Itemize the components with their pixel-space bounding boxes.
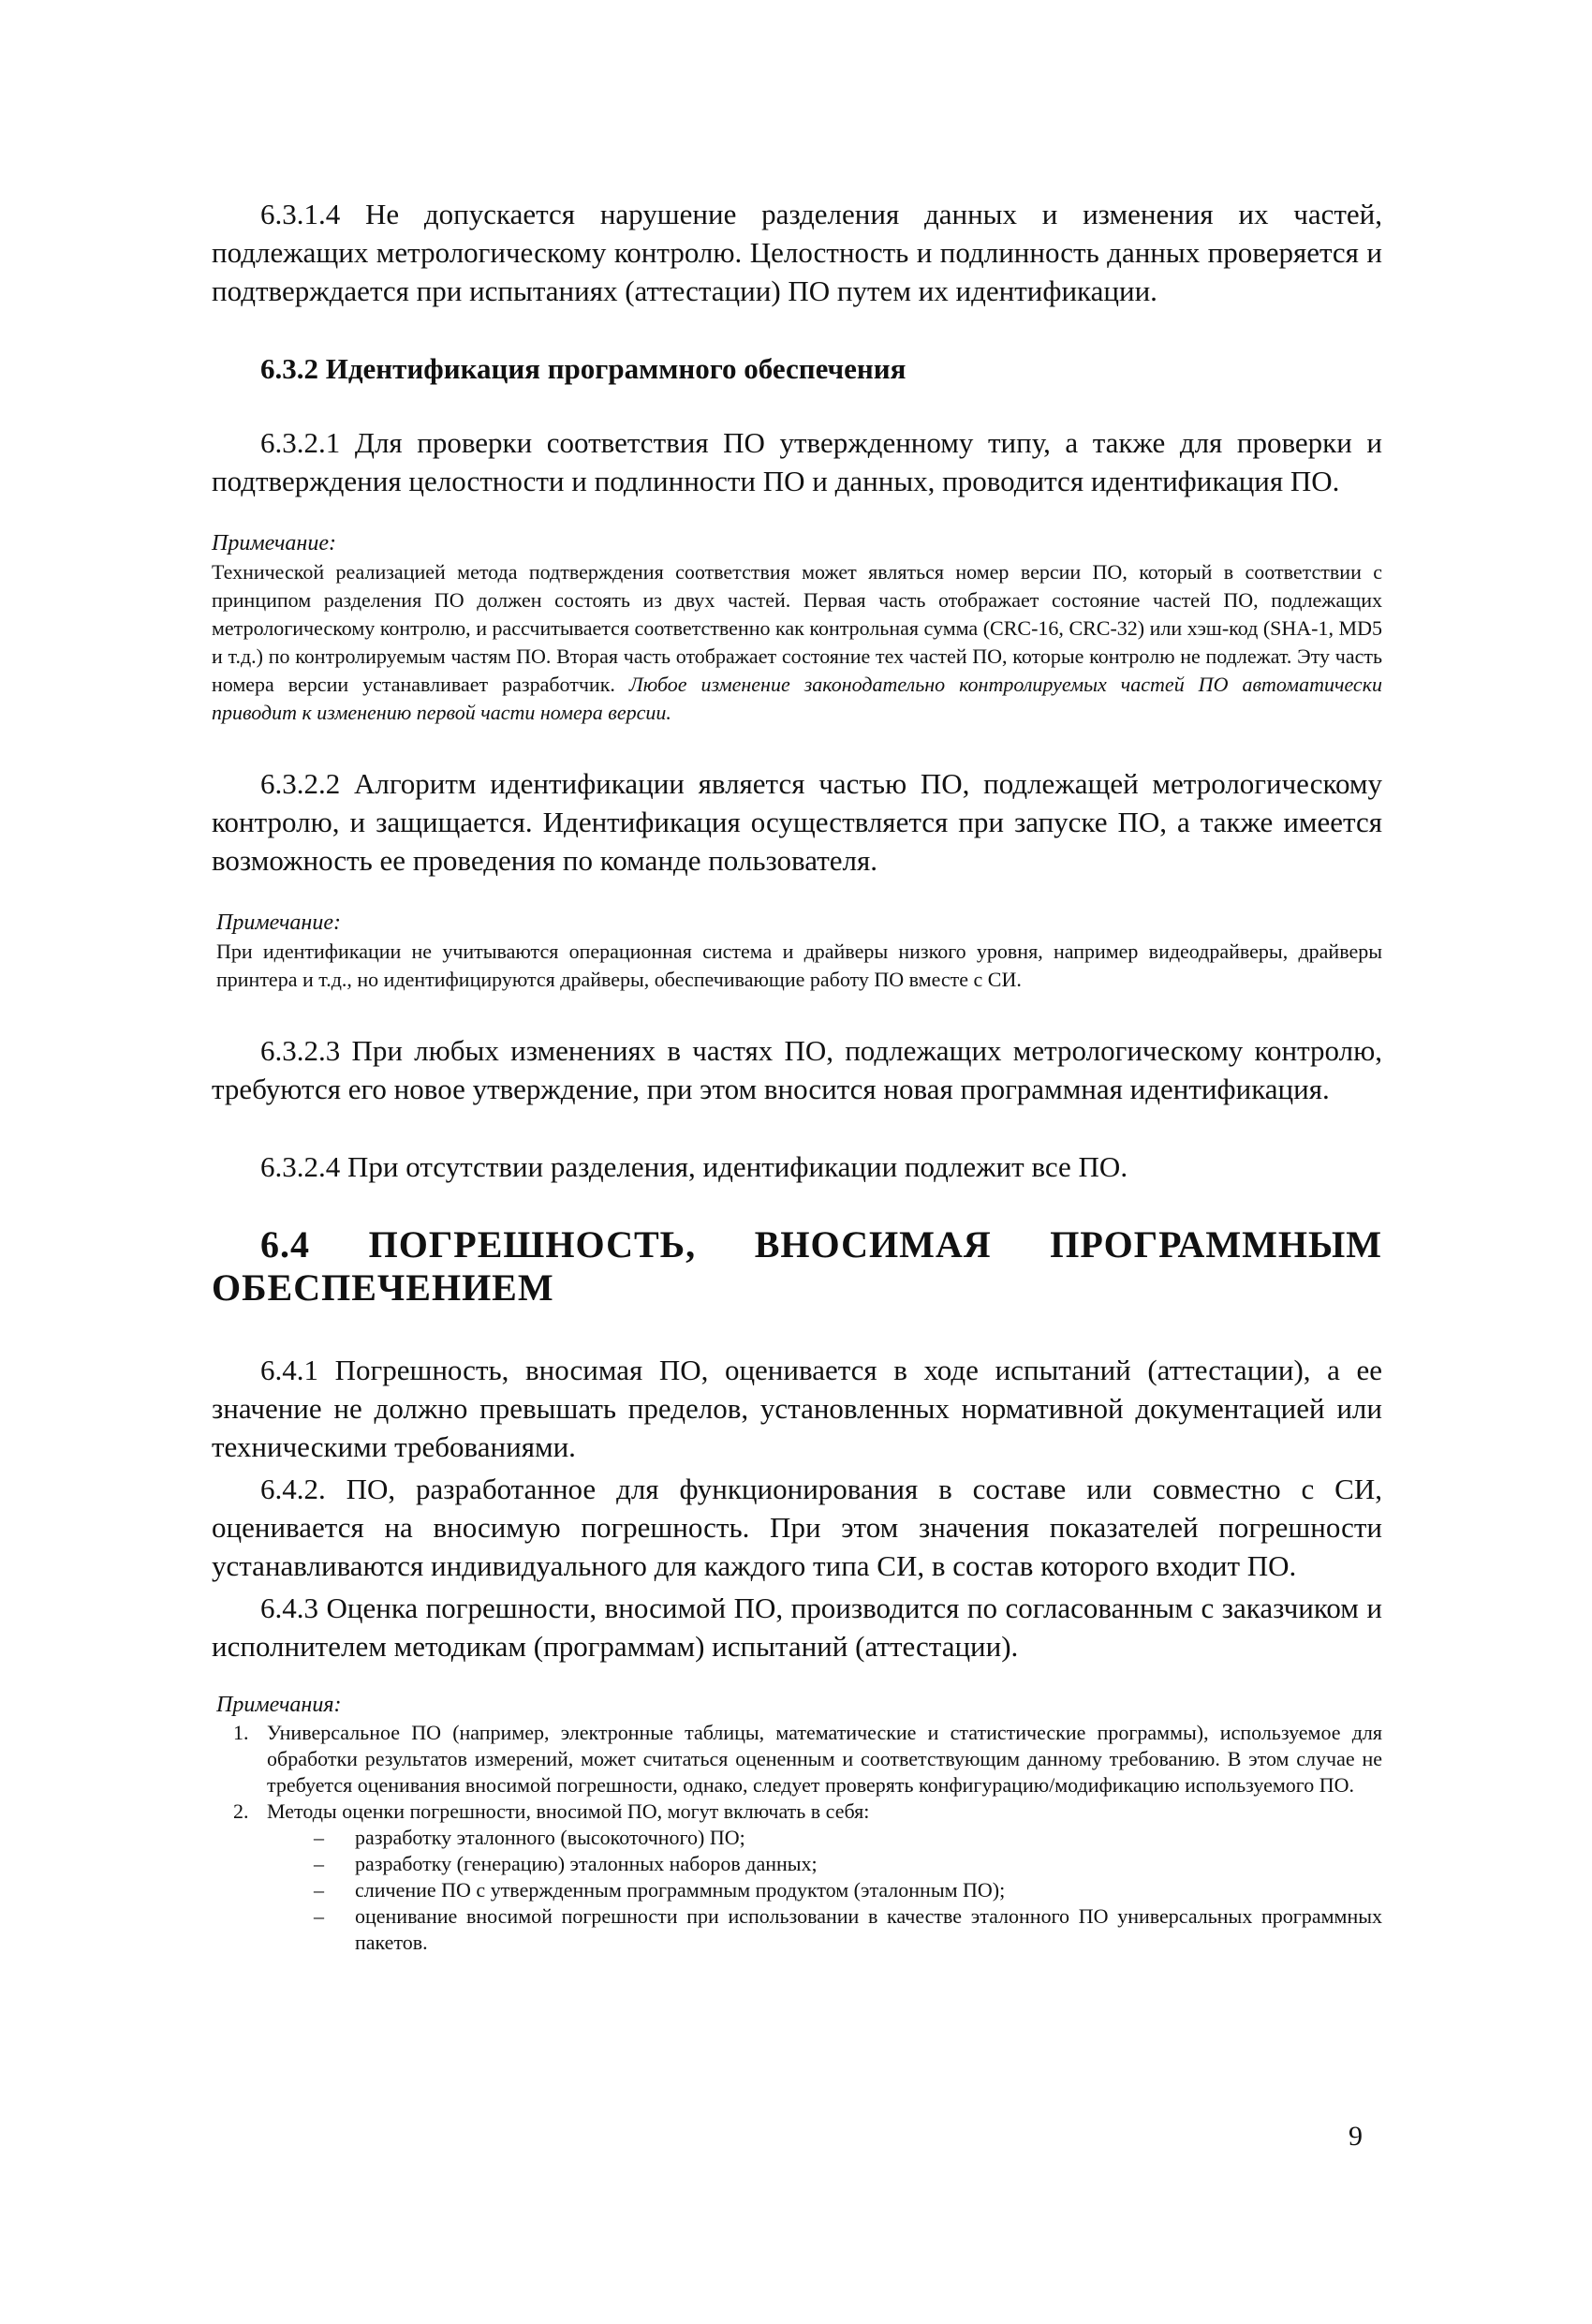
method-item: – оценивание вносимой погрешности при использовании в качестве эталонного ПО универсальных программных пакетов. (314, 1903, 1382, 1956)
method-item: – разработку эталонного (высокоточного) ПО; (314, 1825, 1382, 1851)
note-2-text: При идентификации не учитываются операционная система и драйверы низкого уровня, например видеодрайверы, драйверы принтера и т.д., но идентифицируются драйверы, обеспечивающие работу ПО вместе с СИ. (216, 940, 1382, 991)
notes-3 (212, 1690, 1382, 1956)
note-1 (208, 528, 1382, 727)
note-2 (212, 908, 1382, 994)
paragraph-6-3-2-4: 6.3.2.4 При отсутствии разделения, идентификации подлежит все ПО. (260, 1150, 1128, 1183)
heading-6-3-2: 6.3.2 Идентификация программного обеспечения (260, 352, 907, 385)
page-number: 9 (1349, 2121, 1363, 2152)
paragraph-6-3-2-1: 6.3.2.1 Для проверки соответствия ПО утвержденному типу, а также для проверки и подтверждения целостности и подлинности ПО и данных, проводится идентификация ПО. (212, 426, 1382, 497)
method-item: – разработку (генерацию) эталонных наборов данных; (314, 1851, 1382, 1877)
notes-3-label: Примечания: (216, 1693, 342, 1717)
paragraph-6-3-1-4: 6.3.1.4 Не допускается нарушение разделения данных и изменения их частей, подлежащих метрологическому контролю. Целостность и подлинность данных проверяется и подтверждается при испытаниях (аттестации) ПО путем их идентификации. (212, 198, 1382, 307)
paragraph-6-4-1: 6.4.1 Погрешность, вносимая ПО, оценивается в ходе испытаний (аттестации), а ее значение не должно превышать пределов, установленных нормативной документацией или техническими требованиями. (212, 1354, 1382, 1463)
paragraph-6-4-2: 6.4.2. ПО, разработанное для функционирования в составе или совместно с СИ, оценивается на вносимую погрешность. При этом значения показателей погрешности устанавливаются индивидуального для каждого типа СИ, в состав которого входит ПО. (212, 1473, 1382, 1582)
paragraph-6-3-2-3: 6.3.2.3 При любых изменениях в частях ПО, подлежащих метрологическому контролю, требуются его новое утверждение, при этом вносится новая программная идентификация. (212, 1034, 1382, 1105)
notes-3-item-1: 1. Универсальное ПО (например, электронные таблицы, математические и статистические программы), используемое для обработки результатов измерений, может считаться оцененным и соответствующим данному требованию. В этом случае не требуется оценивания вносимой погрешности, однако, следует проверять конфигурацию/модификацию используемого ПО. (254, 1720, 1382, 1799)
paragraph-6-3-2-2: 6.3.2.2 Алгоритм идентификации является частью ПО, подлежащей метрологическому контролю, и защищается. Идентификация осуществляется при запуске ПО, а также имеется возможность ее проведения по команде пользователя. (212, 767, 1382, 877)
notes-3-list (216, 1720, 1382, 1956)
notes-3-item-2-text: Методы оценки погрешности, вносимой ПО, могут включать в себя: (267, 1799, 870, 1823)
note-1-text (212, 558, 1382, 727)
note-1-label: Примечание: (212, 531, 336, 555)
methods-list (267, 1825, 1382, 1956)
heading-6-4: 6.4 ПОГРЕШНОСТЬ, ВНОСИМАЯ ПРОГРАММНЫМ ОБЕСПЕЧЕНИЕМ (212, 1223, 1382, 1309)
note-2-label: Примечание: (216, 910, 341, 935)
notes-3-item-2 (254, 1799, 1382, 1956)
paragraph-6-4-3: 6.4.3 Оценка погрешности, вносимой ПО, производится по согласованным с заказчиком и исполнителем методикам (программам) испытаний (аттестации). (212, 1591, 1382, 1663)
document-page (212, 195, 1382, 1993)
note-1-text-main: Технической реализацией метода подтверждения соответствия может являться номер версии ПО, который в соответствии с принципом разделения ПО должен состоять из двух частей. Первая часть отображает состояние частей ПО, подлежащих метрологическому контролю, и рассчитывается соответственно как контрольная сумма (CRC-16, CRC-32) или хэш-код (SHA-1, MD5 и т.д.) по контролируемым частям ПО. Вторая часть отображает состояние тех частей ПО, которые контролю не подлежат. Эту часть номера версии устанавливает разработчик. (212, 560, 1382, 696)
note-1-text-italic: Любое изменение законодательно контролируемых частей ПО автоматически приводит к изменению первой части номера версии. (212, 673, 1382, 724)
method-item: – сличение ПО с утвержденным программным продуктом (эталонным ПО); (314, 1877, 1382, 1903)
